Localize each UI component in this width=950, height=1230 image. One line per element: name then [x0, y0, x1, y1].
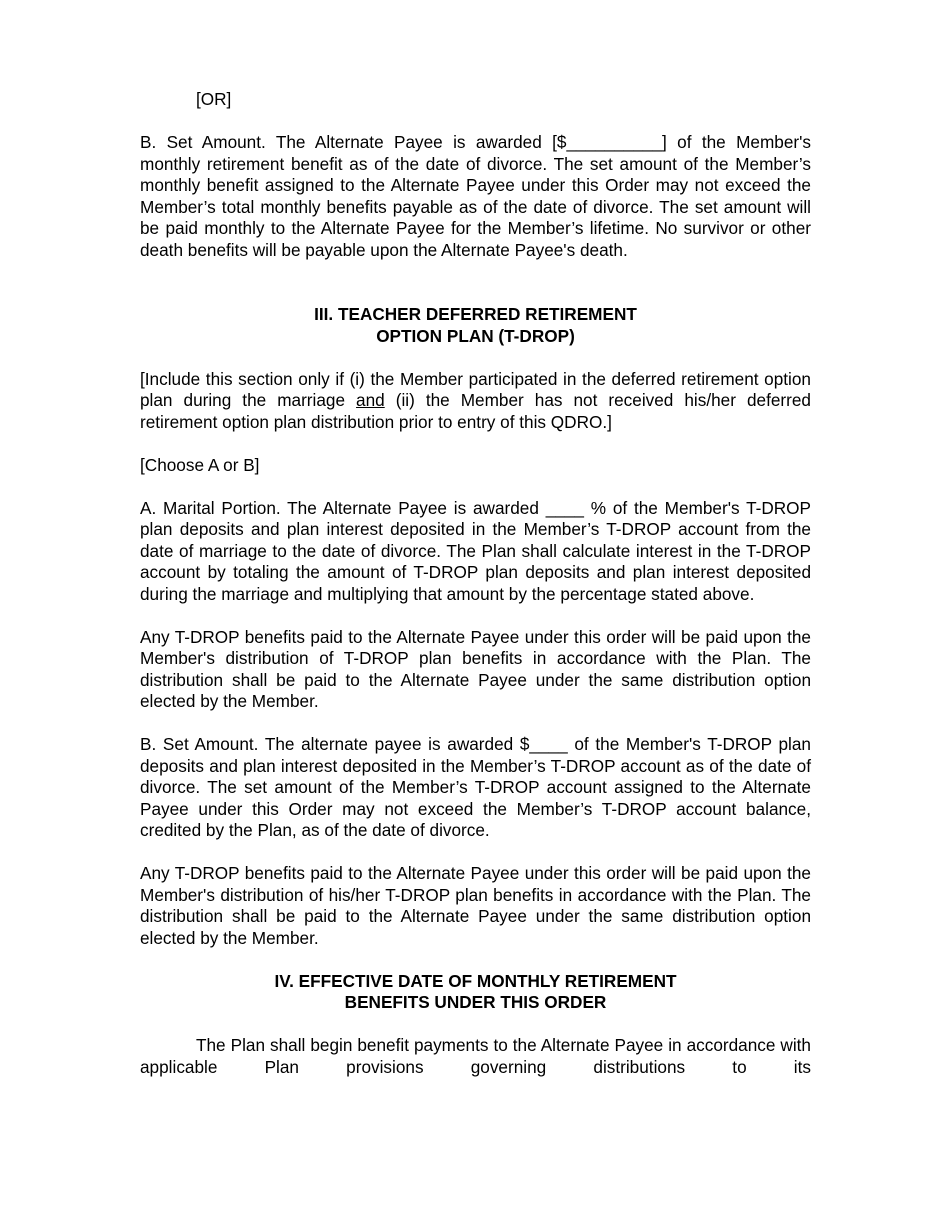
document-page — [140, 89, 811, 1078]
section-4-heading — [140, 971, 811, 1014]
include-note-and: and — [356, 390, 385, 410]
section-3a-benefits-paid: Any T-DROP benefits paid to the Alternate Payee under this order will be paid upon the Member's distribution of T-DROP plan benefits in accordance with the Plan. The distribution shall be paid to the Alternate Payee under the same distribution option elected by the Member. — [140, 626, 811, 711]
section-3-choose: [Choose A or B] — [140, 454, 260, 475]
or-marker: [OR] — [196, 89, 232, 109]
section-4-text: The Plan shall begin benefit payments to the Alternate Payee in accordance with applicable Plan provisions governing distributions to its — [140, 1035, 811, 1077]
section-3b-set-amount: B. Set Amount. The alternate payee is awarded $____ of the Member's T-DROP plan deposits and plan interest deposited in the Member’s T-DROP account as of the date of divorce. The set amount of the Member’s T-DROP account assigned to the Alternate Payee under this Order may not exceed the Member’s T-DROP account balance, credited by the Plan, as of the date of divorce. — [140, 734, 811, 840]
section-3-heading-line2: OPTION PLAN (T-DROP) — [376, 325, 575, 346]
include-note-part1: [Include this section only if (i) the Member participated in the deferred retirement option plan during the marriage — [140, 368, 811, 410]
section-3b-benefits-paid: Any T-DROP benefits paid to the Alternate Payee under this order will be paid upon the Member's distribution of his/her T-DROP plan benefits in accordance with the Plan. The distribution shall be paid to the Alternate Payee under the same distribution option elected by the Member. — [140, 863, 811, 948]
section-4-heading-line1: IV. EFFECTIVE DATE OF MONTHLY RETIREMENT — [274, 970, 677, 991]
section-3-heading-line1: III. TEACHER DEFERRED RETIREMENT — [314, 304, 637, 324]
section-3-include-note — [140, 369, 811, 434]
include-note-part2: (ii) the Member has not received his/her deferred retirement option plan distribution prior to entry of this QDRO.] — [140, 390, 811, 432]
section-3a-marital-portion: A. Marital Portion. The Alternate Payee is awarded ____ % of the Member's T-DROP plan deposits and plan interest deposited in the Member’s T-DROP account from the date of marriage to the date of divorce. The Plan shall calculate interest in the T-DROP account by totaling the amount of T-DROP plan deposits and plan interest deposited during the marriage and multiplying that amount by the percentage stated above. — [140, 497, 811, 604]
section-2b-set-amount: B. Set Amount. The Alternate Payee is awarded [$__________] of the Member's monthly retirement benefit as of the date of divorce. The set amount of the Member’s monthly benefit assigned to the Alternate Payee under this Order may not exceed the Member’s total monthly benefits payable as of the date of divorce. The set amount will be paid monthly to the Alternate Payee for the Member’s lifetime. No survivor or other death benefits will be payable upon the Alternate Payee's death. — [140, 132, 811, 260]
section-4-heading-line2: BENEFITS UNDER THIS ORDER — [344, 992, 607, 1012]
section-3-heading — [140, 304, 811, 347]
